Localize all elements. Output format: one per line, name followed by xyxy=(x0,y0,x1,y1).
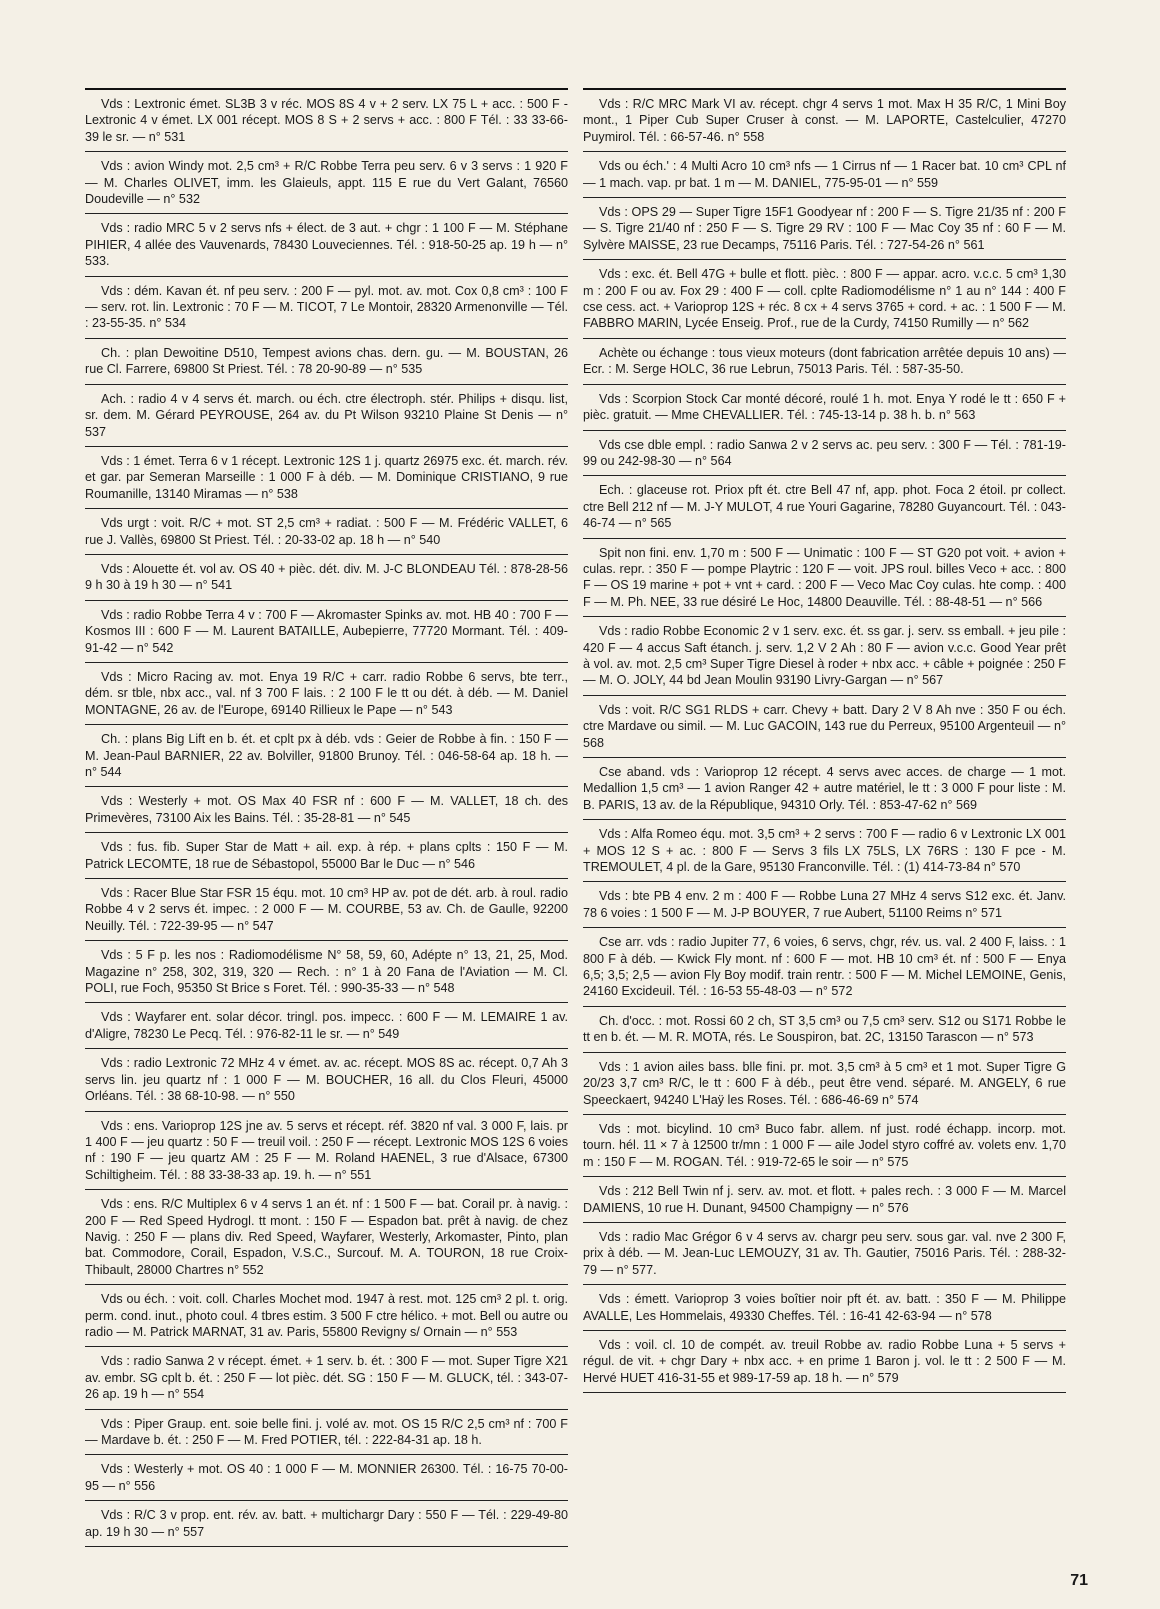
classified-ad: Vds ou éch. : voit. coll. Charles Mochet mod. 1947 à rest. mot. 125 cm³ 2 pl. t. orig. perm. cond. inut., photo coul. 4 tbres estim. 3 500 F ctre hélico. + mot. Bell ou autre ou radio — M. Patrick MARNAT, 31 av. Paris, 55800 Revigny s/ Ornain — n° 553 xyxy=(85,1285,568,1347)
classified-ad: Vds : R/C 3 v prop. ent. rév. av. batt. + multichargr Dary : 550 F — Tél. : 229-49-80 ap. 19 h 30 — n° 557 xyxy=(85,1501,568,1547)
classified-ad: Cse aband. vds : Varioprop 12 récept. 4 servs avec acces. de charge — 1 mot. Medallion 1,5 cm³ — 1 avion Ranger 42 + autre matériel, le tt : 3 000 F pour liste : M. B. PARIS, 13 av. de la République, 94310 Orly. Tél. : 853-47-62 n° 569 xyxy=(583,758,1066,820)
classified-ad: Vds : radio Robbe Economic 2 v 1 serv. exc. ét. ss gar. j. serv. ss emball. + jeu pile : 420 F — 4 accus Saft étanch. j. serv. 1,2 V 2 Ah : 80 F — avion v.c.c. Good Year prêt à vol. av. mot. 2,5 cm³ Super Tigre Diesel à roder + nbx acc. + câble + poignée : 250 F — M. O. JOLY, 44 bd Jean Moulin 93190 Livry-Gargan — n° 567 xyxy=(583,617,1066,696)
classified-ad: Vds : Scorpion Stock Car monté décoré, roulé 1 h. mot. Enya Y rodé le tt : 650 F + pièc. gratuit. — Mme CHEVALLIER. Tél. : 745-13-14 p. 38 h. b. n° 563 xyxy=(583,385,1066,431)
classified-ad: Vds : radio Robbe Terra 4 v : 700 F — Akromaster Spinks av. mot. HB 40 : 700 F — Kosmos III : 600 F — M. Laurent BATAILLE, Aubepierre, 77720 Mormant. Tél. : 409-91-42 — n° 542 xyxy=(85,601,568,663)
classified-ad: Vds : Lextronic émet. SL3B 3 v réc. MOS 8S 4 v + 2 serv. LX 75 L + acc. : 500 F - Lextronic 4 v émet. LX 001 récept. MOS 8 S + 2 servs + acc. : 800 F Tél. : 33 33-66-39 le sr. — n° 531 xyxy=(85,90,568,152)
classified-ad: Vds : voit. R/C SG1 RLDS + carr. Chevy + batt. Dary 2 V 8 Ah nve : 350 F ou éch. ctre Mardave ou simil. — M. Luc GACOIN, 143 rue du Perreux, 95100 Argenteuil — n° 568 xyxy=(583,696,1066,758)
classified-ad: Vds : émett. Varioprop 3 voies boîtier noir pft ét. av. batt. : 350 F — M. Philippe AVALLE, Les Hommelais, 49330 Cheffes. Tél. : 16-41 42-63-94 — n° 578 xyxy=(583,1285,1066,1331)
classified-ad: Vds cse dble empl. : radio Sanwa 2 v 2 servs ac. peu serv. : 300 F — Tél. : 781-19-99 ou 242-98-30 — n° 564 xyxy=(583,431,1066,477)
classified-ad: Vds ou éch.' : 4 Multi Acro 10 cm³ nfs — 1 Cirrus nf — 1 Racer bat. 10 cm³ CPL nf — 1 mach. vap. pr bat. 1 m — M. DANIEL, 775-95-01 — n° 559 xyxy=(583,152,1066,198)
classified-ad: Cse arr. vds : radio Jupiter 77, 6 voies, 6 servs, chgr, rév. us. val. 2 400 F, laiss. : 1 800 F à déb. — Kwick Fly mont. nf : 600 F — mot. HB 10 cm³ ét. nf : 500 F — Enya 6,5; 3,5; 2,5 — avion Fly Boy modif. train rentr. : 500 F — M. Michel LEMOINE, Genis, 24160 Excideuil. Tél. : 16-53 55-48-03 — n° 572 xyxy=(583,928,1066,1007)
classified-column-left xyxy=(85,88,568,1547)
classified-ad: Vds : bte PB 4 env. 2 m : 400 F — Robbe Luna 27 MHz 4 servs S12 exc. ét. Janv. 78 6 voies : 1 500 F — M. J-P BOUYER, 7 rue Aubert, 51100 Reims n° 571 xyxy=(583,882,1066,928)
classified-ad: Ech. : glaceuse rot. Priox pft ét. ctre Bell 47 nf, app. phot. Foca 2 étoil. pr collect. ctre Bell 212 nf — M. J-Y MULOT, 4 rue Youri Gagarine, 78280 Guyancourt. Tél. : 043-46-74 — n° 565 xyxy=(583,476,1066,538)
classified-ad: Vds : 5 F p. les nos : Radiomodélisme N° 58, 59, 60, Adépte n° 13, 21, 25, Mod. Magazine n° 258, 302, 319, 320 — Rech. : n° 1 à 20 Fana de l'Aviation — M. Cl. POLI, rue Foch, 95350 St Brice s Foret. Tél. : 990-35-33 — n° 548 xyxy=(85,941,568,1003)
classified-ad: Ch. : plans Big Lift en b. ét. et cplt px à déb. vds : Geier de Robbe à fin. : 150 F — M. Jean-Paul BARNIER, 22 av. Bolviller, 91800 Brunoy. Tél. : 046-58-64 ap. 18 h. — n° 544 xyxy=(85,725,568,787)
classified-ad: Vds : radio MRC 5 v 2 servs nfs + élect. de 3 aut. + chgr : 1 100 F — M. Stéphane PIHIER, 4 allée des Vauvenards, 78430 Louveciennes. Tél. : 918-50-25 ap. 19 h — n° 533. xyxy=(85,214,568,276)
classified-ad: Vds : radio Mac Grégor 6 v 4 servs av. chargr peu serv. sous gar. val. nve 2 300 F, prix à déb. — M. Jean-Luc LEMOUZY, 31 av. Th. Gautier, 75016 Paris. Tél. : 288-32-79 — n° 577. xyxy=(583,1223,1066,1285)
classified-ad: Vds : ens. Varioprop 12S jne av. 5 servs et récept. réf. 3820 nf val. 3 000 F, lais. pr 1 400 F — jeu quartz : 50 F — treuil voil. : 250 F — récept. Lextronic MOS 12S 6 voies nf : 190 F — jeu quartz AM : 25 F — M. Roland HAENEL, 3 rue d'Alsace, 67300 Schiltigheim. Tél. : 88 33-38-33 ap. 19. h. — n° 551 xyxy=(85,1112,568,1191)
classified-ad: Vds : 212 Bell Twin nf j. serv. av. mot. et flott. + pales rech. : 3 000 F — M. Marcel DAMIENS, 10 rue H. Dunant, 94500 Champigny — n° 576 xyxy=(583,1177,1066,1223)
classified-ad: Ch. : plan Dewoitine D510, Tempest avions chas. dern. gu. — M. BOUSTAN, 26 rue Cl. Farrere, 69800 St Priest. Tél. : 78 20-90-89 — n° 535 xyxy=(85,339,568,385)
classified-ad: Vds urgt : voit. R/C + mot. ST 2,5 cm³ + radiat. : 500 F — M. Frédéric VALLET, 6 rue J. Vallès, 69800 St Priest. Tél. : 20-33-02 ap. 18 h — n° 540 xyxy=(85,509,568,555)
classified-ad: Vds : Wayfarer ent. solar décor. tringl. pos. impecc. : 600 F — M. LEMAIRE 1 av. d'Aligre, 78230 Le Pecq. Tél. : 976-82-11 le sr. — n° 549 xyxy=(85,1003,568,1049)
classified-ad: Vds : Racer Blue Star FSR 15 équ. mot. 10 cm³ HP av. pot de dét. arb. à roul. radio Robbe 4 v 2 servs ét. impec. : 2 000 F — M. COURBE, 53 av. Ch. de Gaulle, 92200 Neuilly. Tél. : 722-39-95 — n° 547 xyxy=(85,879,568,941)
classified-ad: Achète ou échange : tous vieux moteurs (dont fabrication arrêtée depuis 10 ans) — Ecr. : M. Serge HOLC, 36 rue Lebrun, 75013 Paris. Tél. : 587-35-50. xyxy=(583,339,1066,385)
page-number: 71 xyxy=(1070,1572,1088,1589)
classified-ad: Vds : mot. bicylind. 10 cm³ Buco fabr. allem. nf just. rodé échapp. incorp. mot. tourn. hél. 11 × 7 à 12500 tr/mn : 1 000 F — aile Jodel styro coffré av. volets env. 1,70 m : 150 F — M. ROGAN. Tél. : 919-72-65 le soir — n° 575 xyxy=(583,1115,1066,1177)
classified-ad: Vds : voil. cl. 10 de compét. av. treuil Robbe av. radio Robbe Luna + 5 servs + régul. de vit. + chgr Dary + nbx acc. + en prime 1 Baron j. vol. le tt : 2 500 F — M. Hervé HUET 416-31-55 et 989-17-59 ap. 18 h. — n° 579 xyxy=(583,1331,1066,1393)
classified-ad: Vds : OPS 29 — Super Tigre 15F1 Goodyear nf : 200 F — S. Tigre 21/35 nf : 200 F — S. Tigre 21/40 nf : 250 F — S. Tigre 29 RV : 100 F — Mac Coy 35 nf : 60 F — M. Sylvère MAISSE, 23 rue Decamps, 75116 Paris. Tél. : 727-54-26 n° 561 xyxy=(583,198,1066,260)
classified-ad: Ch. d'occ. : mot. Rossi 60 2 ch, ST 3,5 cm³ ou 7,5 cm³ serv. S12 ou S171 Robbe le tt en b. ét. — M. R. MOTA, rés. Le Souspiron, bat. 2C, 13150 Tarascon — n° 573 xyxy=(583,1007,1066,1053)
classified-ad: Vds : 1 avion ailes bass. blle fini. pr. mot. 3,5 cm³ à 5 cm³ et 1 mot. Super Tigre G 20/23 3,7 cm³ R/C, le tt : 600 F à déb., peut être vend. séparé. M. ANGELY, 6 rue Speeckaert, 94240 L'Haÿ les Roses. Tél. : 686-46-69 n° 574 xyxy=(583,1053,1066,1115)
classified-ad: Vds : fus. fib. Super Star de Matt + ail. exp. à rép. + plans cplts : 150 F — M. Patrick LECOMTE, 18 rue de Sébastopol, 55000 Bar le Duc — n° 546 xyxy=(85,833,568,879)
classified-ad: Spit non fini. env. 1,70 m : 500 F — Unimatic : 100 F — ST G20 pot voit. + avion + culas. repr. : 350 F — pompe Playtric : 120 F — voit. JPS roul. billes Veco + acc. : 800 F — OS 19 marine + pot + vnt + card. : 200 F — Veco Mac Coy culas. hte comp. : 400 F — M. Ph. NEE, 33 rue désiré Le Hoc, 14800 Deauville. Tél. : 88-48-51 — n° 566 xyxy=(583,539,1066,618)
classified-ad: Vds : radio Sanwa 2 v récept. émet. + 1 serv. b. ét. : 300 F — mot. Super Tigre X21 av. embr. SG cplt b. ét. : 250 F — lot pièc. dét. SG : 150 F — M. GLUCK, tél. : 343-07-26 ap. 19 h — n° 554 xyxy=(85,1347,568,1409)
classified-column-right xyxy=(583,88,1066,1393)
classified-ad: Vds : R/C MRC Mark VI av. récept. chgr 4 servs 1 mot. Max H 35 R/C, 1 Mini Boy mont., 1 Piper Cub Super Cruser à const. — M. LAPORTE, Castelculier, 47270 Puymirol. Tél. : 66-57-46. n° 558 xyxy=(583,90,1066,152)
classified-ad: Vds : Micro Racing av. mot. Enya 19 R/C + carr. radio Robbe 6 servs, bte terr., dém. sr tble, nbx acc., val. nf 3 700 F lais. : 2 100 F le tt ou dét. à déb. — M. Daniel MONTAGNE, 26 av. de l'Europe, 69140 Rillieux le Pape — n° 543 xyxy=(85,663,568,725)
classified-ad: Ach. : radio 4 v 4 servs ét. march. ou éch. ctre électroph. stér. Philips + disqu. list, sr. dem. M. Gérard PEYROUSE, 264 av. du Pt Wilson 93210 Plaine St Denis — n° 537 xyxy=(85,385,568,447)
classified-ad: Vds : Westerly + mot. OS Max 40 FSR nf : 600 F — M. VALLET, 18 ch. des Primevères, 73100 Aix les Bains. Tél. : 35-28-81 — n° 545 xyxy=(85,787,568,833)
classified-ad: Vds : Westerly + mot. OS 40 : 1 000 F — M. MONNIER 26300. Tél. : 16-75 70-00-95 — n° 556 xyxy=(85,1455,568,1501)
classified-ad: Vds : Alfa Romeo équ. mot. 3,5 cm³ + 2 servs : 700 F — radio 6 v Lextronic LX 001 + MOS 12 S + ac. : 800 F — Servs 3 fils LX 75LS, LX 76RS : 130 F pce - M. TREMOULET, 4 pl. de la Gare, 95130 Franconville. Tél. : (1) 414-73-84 n° 570 xyxy=(583,820,1066,882)
classified-ad: Vds : exc. ét. Bell 47G + bulle et flott. pièc. : 800 F — appar. acro. v.c.c. 5 cm³ 1,30 m : 200 F ou av. Fox 29 : 400 F — coll. cplte Radiomodélisme n° 1 au n° 144 : 400 F cse cess. act. + Varioprop 12S + réc. 8 cx + 4 servs 3765 + cord. + ac. : 1 500 F — M. FABBRO MARIN, Lycée Enseig. Prof., rue de la Curdy, 74150 Rumilly — n° 562 xyxy=(583,260,1066,339)
classified-ad: Vds : radio Lextronic 72 MHz 4 v émet. av. ac. récept. MOS 8S ac. récept. 0,7 Ah 3 servs lin. jeu quartz nf : 1 000 F — M. BOUCHER, 16 all. du Clos Fleuri, 45000 Orléans. Tél. : 38 68-10-98. — n° 550 xyxy=(85,1049,568,1111)
classified-ad: Vds : Alouette ét. vol av. OS 40 + pièc. dét. div. M. J-C BLONDEAU Tél. : 878-28-56 9 h 30 à 19 h 30 — n° 541 xyxy=(85,555,568,601)
classified-ad: Vds : ens. R/C Multiplex 6 v 4 servs 1 an ét. nf : 1 500 F — bat. Corail pr. à navig. : 200 F — Red Speed Hydrogl. tt mont. : 150 F — Espadon bat. prêt à navig. de chez Navig. : 250 F — plans div. Red Speed, Wayfarer, Westerly, Arkomaster, Pinto, plan bat. Commodore, Corail, Espadon, V.S.C., Surcouf. M. A. TOURON, 18 rue Croix-Thibault, 28000 Chartres n° 552 xyxy=(85,1190,568,1285)
classified-ad: Vds : Piper Graup. ent. soie belle fini. j. volé av. mot. OS 15 R/C 2,5 cm³ nf : 700 F — Mardave b. ét. : 250 F — M. Fred POTIER, tél. : 222-84-31 ap. 18 h. xyxy=(85,1410,568,1456)
classified-ad: Vds : dém. Kavan ét. nf peu serv. : 200 F — pyl. mot. av. mot. Cox 0,8 cm³ : 100 F — serv. rot. lin. Lextronic : 70 F — M. TICOT, 7 Le Montoir, 28320 Armenonville — Tél. : 23-55-35. n° 534 xyxy=(85,277,568,339)
classified-ad: Vds : 1 émet. Terra 6 v 1 récept. Lextronic 12S 1 j. quartz 26975 exc. ét. march. rév. et gar. par Semeran Marseille : 1 000 F à déb. — M. Dominique CRISTIANO, 9 rue Roumanille, 13140 Miramas — n° 538 xyxy=(85,447,568,509)
classified-ad: Vds : avion Windy mot. 2,5 cm³ + R/C Robbe Terra peu serv. 6 v 3 servs : 1 920 F — M. Charles OLIVET, imm. les Glaieuls, appt. 115 E rue du Vert Galant, 76560 Doudeville — n° 532 xyxy=(85,152,568,214)
